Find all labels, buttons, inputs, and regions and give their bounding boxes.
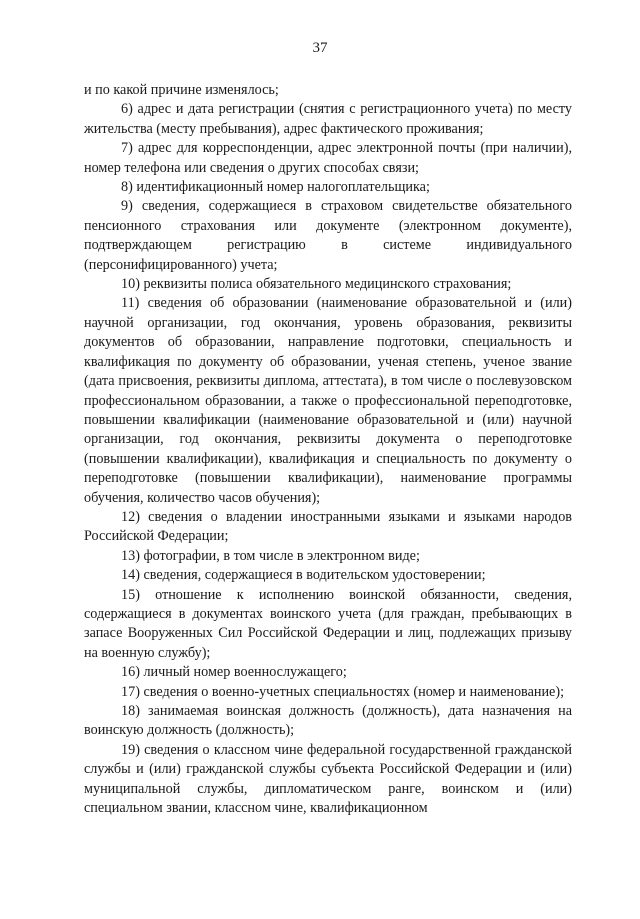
paragraph-9: 13) фотографии, в том числе в электронном виде; [121, 547, 420, 564]
paragraph-2: 6) адрес и дата регистрации (снятия с регистрационного учета) по месту жительства (месту пребывания), адрес фактического проживания; [84, 101, 572, 137]
paragraph-4: 8) идентификационный номер налогоплательщика; [121, 179, 430, 196]
paragraph-10: 14) сведения, содержащиеся в водительском удостоверении; [121, 567, 486, 584]
paragraph-13: 17) сведения о военно-учетных специальностях (номер и наименование); [121, 683, 565, 700]
paragraph-7: 11) сведения об образовании (наименование образовательной и (или) научной организации, год окончания, уровень образования, реквизиты документов об образовании, направление подготовки, специальность и квалификация по документу об образовании, ученая степень, ученое звание (дата присвоения, реквизиты диплома, аттестата), в том числе о послевузовском профессиональном образовании, а также о профессиональной переподготовке, повышении квалификации (наименование образовательной и (или) научной организации, год окончания, реквизиты документа о переподготовке (повышении квалификации), квалификация и специальность по документу о переподготовке (повышении квалификации), наименование программы обучения, количество часов обучения); [84, 295, 572, 506]
paragraph-11: 15) отношение к исполнению воинской обязанности, сведения, содержащиеся в документах воинского учета (для граждан, пребывающих в запасе Вооруженных Сил Российской Федерации и лиц, подлежащих призыву на военную службу); [84, 586, 572, 661]
document-body [84, 81, 572, 818]
paragraph-5: 9) сведения, содержащиеся в страховом свидетельстве обязательного пенсионного страхования или документе (электронном документе), подтверждающем регистрацию в системе индивидуального (персонифицированного) учета; [84, 198, 572, 273]
paragraph-12: 16) личный номер военнослужащего; [121, 664, 347, 681]
paragraph-8: 12) сведения о владении иностранными языками и языками народов Российской Федерации; [84, 508, 572, 545]
paragraph-3: 7) адрес для корреспонденции, адрес электронной почты (при наличии), номер телефона или сведения о других способах связи; [84, 140, 572, 176]
page-number: 37 [312, 40, 328, 56]
paragraph-14: 18) занимаемая воинская должность (должность), дата назначения на воинскую должность (должность); [84, 703, 572, 739]
paragraph-6: 10) реквизиты полиса обязательного медицинского страхования; [121, 276, 512, 293]
paragraph-15: 19) сведения о классном чине федеральной государственной гражданской службы и (или) гражданской службы субъекта Российской Федерации и (или) муниципальной службы, дипломатическом ранге, воинском и (или) специальном звании, классном чине, квалификационном [84, 741, 572, 817]
paragraph-1: и по какой причине изменялось; [84, 82, 279, 98]
